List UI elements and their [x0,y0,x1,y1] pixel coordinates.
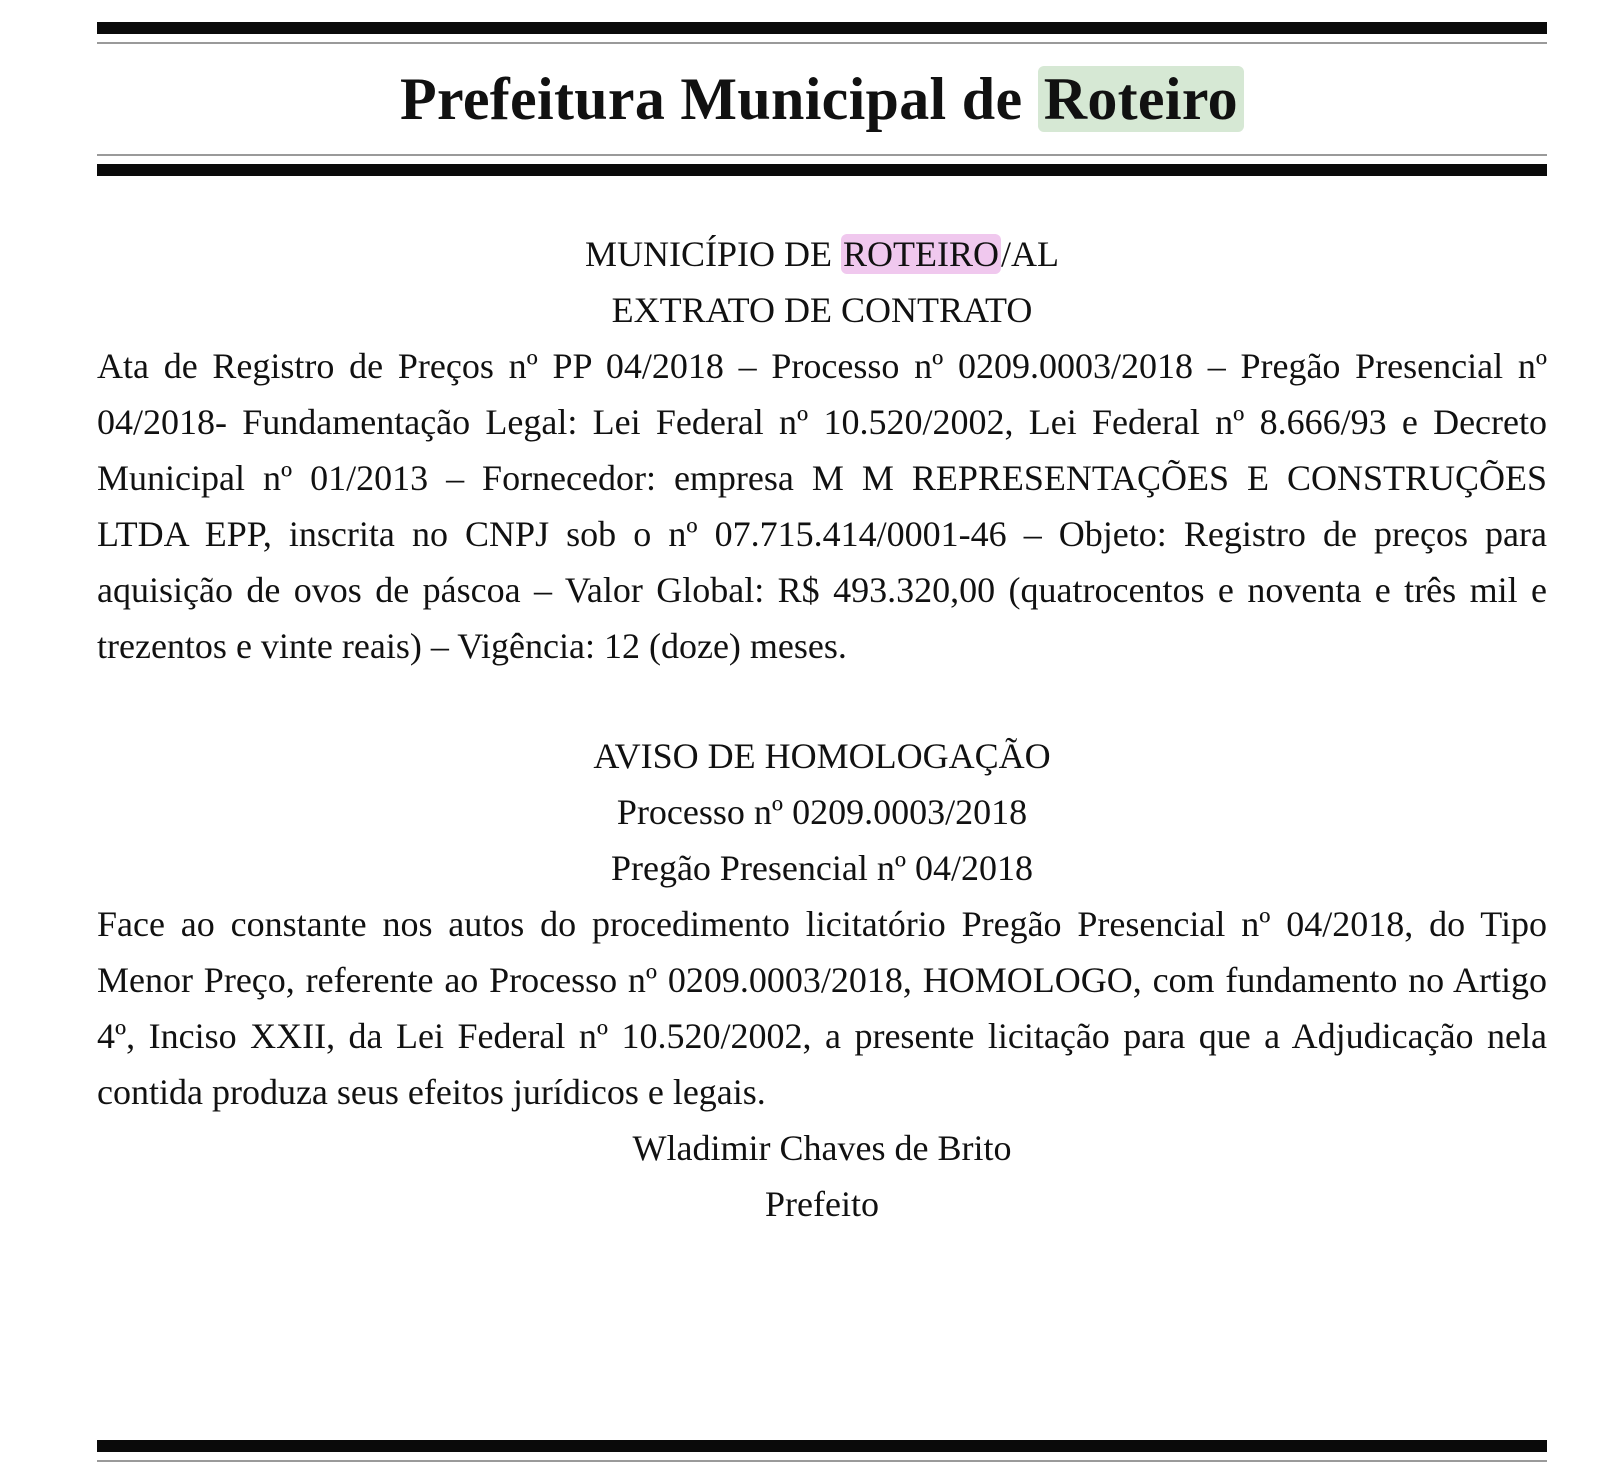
document-page [97,22,1547,1232]
homologation-heading: AVISO DE HOMOLOGAÇÃO [593,736,1051,776]
footer-thick-rule [97,1440,1547,1452]
footer-thin-rule [97,1460,1547,1462]
homologation-process: Processo nº 0209.0003/2018 [616,792,1028,832]
contract-heading: EXTRATO DE CONTRATO [611,290,1033,330]
contract-body: Ata de Registro de Preços nº PP 04/2018 – Processo nº 0209.0003/2018 – Pregão Presencial nº 04/2018- Fundamentação Legal: Lei Federal nº 10.520/2002, Lei Federal nº 8.666/93 e Decreto Municipal nº 01/2013 – Fornecedor: empresa M M REPRESENTAÇÕES E CONSTRUÇÕES LTDA EPP, inscrita no CNPJ sob o nº 07.715.414/0001-46 – Objeto: Registro de preços para aquisição de ovos de páscoa – Valor Global: R$ 493.320,00 (quatrocentos e noventa e três mil e trezentos e vinte reais) – Vigência: 12 (doze) meses. [97,346,1547,666]
municipality-line [97,226,1547,282]
document-content [97,226,1547,1232]
homologation-auction: Pregão Presencial nº 04/2018 [610,848,1034,888]
header-bottom-thick-rule [97,164,1547,176]
municipality-prefix: MUNICÍPIO DE [585,234,841,274]
page-title [97,44,1547,154]
signatory-name: Wladimir Chaves de Brito [632,1128,1012,1168]
footer-rule [97,1440,1547,1462]
signatory-role: Prefeito [765,1184,879,1224]
header-top-thick-rule [97,22,1547,34]
homologation-body: Face ao constante nos autos do procedimento licitatório Pregão Presencial nº 04/2018, do Tipo Menor Preço, referente ao Processo nº 0209.0003/2018, HOMOLOGO, com fundamento no Artigo 4º, Inciso XXII, da Lei Federal nº 10.520/2002, a presente licitação para que a Adjudicação nela contida produza seus efeitos jurídicos e legais. [97,904,1547,1112]
municipality-highlight: ROTEIRO [843,234,999,274]
municipality-suffix: /AL [1001,234,1059,274]
page-title-highlight: Roteiro [1038,66,1244,132]
page-title-prefix: Prefeitura Municipal de [400,66,1038,132]
